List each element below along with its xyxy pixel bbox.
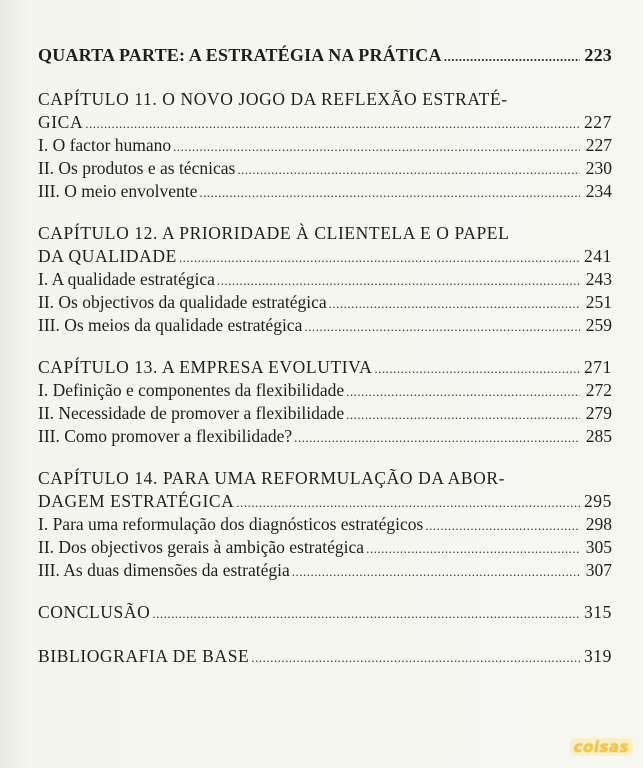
watermark-logo: coisas xyxy=(570,738,633,756)
section-entry: III. Como promover a flexibilidade? ..... 285 xyxy=(38,425,612,448)
toc-bibliography-entry: BIBLIOGRAFIA DE BASE ..... 319 xyxy=(38,645,612,668)
section-entry: II. Necessidade de promover a flexibilidade ..... 279 xyxy=(38,402,612,425)
chapter-block xyxy=(38,467,612,582)
chapter-block xyxy=(38,222,612,337)
dot-leader xyxy=(292,560,580,583)
section-entry: II. Os objectivos da qualidade estratégica ..... 251 xyxy=(38,291,612,314)
dot-leader xyxy=(346,403,580,426)
dot-leader xyxy=(179,246,580,269)
dot-leader xyxy=(329,292,580,315)
dot-leader xyxy=(251,646,580,669)
page-number: 279 xyxy=(585,403,612,423)
dot-leader xyxy=(294,426,580,449)
page-number: 295 xyxy=(583,491,612,511)
dot-leader xyxy=(237,158,580,181)
page-number: 234 xyxy=(585,181,612,201)
chapter-title: CAPÍTULO 13. A EMPRESA EVOLUTIVA ..... 271 xyxy=(38,356,612,379)
page-number: 227 xyxy=(583,112,612,132)
page-number: 298 xyxy=(585,514,612,534)
dot-leader xyxy=(374,357,580,380)
dot-leader xyxy=(217,269,580,292)
dot-leader xyxy=(304,315,580,338)
section-entry: I. Definição e componentes da flexibilidade ..... 272 xyxy=(38,379,612,402)
dot-leader xyxy=(152,602,580,625)
page-number: 271 xyxy=(583,357,612,377)
section-entry: II. Dos objectivos gerais à ambição estratégica ..... 305 xyxy=(38,536,612,559)
section-entry: III. Os meios da qualidade estratégica ..... 259 xyxy=(38,314,612,337)
table-of-contents xyxy=(38,44,612,668)
dot-leader xyxy=(173,135,580,158)
dot-leader xyxy=(346,380,580,403)
dot-leader xyxy=(366,537,580,560)
page-number: 243 xyxy=(585,269,612,289)
chapter-title-line-1: CAPÍTULO 12. A PRIORIDADE À CLIENTELA E O PAPEL xyxy=(38,223,510,243)
section-entry: III. O meio envolvente ..... 234 xyxy=(38,180,612,203)
section-entry: III. As duas dimensões da estratégia ..... 307 xyxy=(38,559,612,582)
page-number: 272 xyxy=(585,380,612,400)
chapter-title-line-2: DA QUALIDADE ..... 241 xyxy=(38,245,612,268)
section-entry: I. O factor humano ..... 227 xyxy=(38,134,612,157)
page-number: 315 xyxy=(583,602,612,622)
dot-leader xyxy=(199,181,580,204)
page-number: 307 xyxy=(585,560,612,580)
section-entry: II. Os produtos e as técnicas ..... 230 xyxy=(38,157,612,180)
toc-conclusion-entry: CONCLUSÃO ..... 315 xyxy=(38,601,612,624)
chapter-block xyxy=(38,88,612,203)
page-number: 305 xyxy=(585,537,612,557)
chapter-title-line-2: GICA ..... 227 xyxy=(38,111,612,134)
chapter-title-line-1: CAPÍTULO 14. PARA UMA REFORMULAÇÃO DA ABOR- xyxy=(38,468,506,488)
section-entry: I. Para uma reformulação dos diagnósticos estratégicos ..... 298 xyxy=(38,513,612,536)
dot-leader xyxy=(425,514,580,537)
page-number: 285 xyxy=(585,426,612,446)
page-number: 227 xyxy=(585,135,612,155)
dot-leader xyxy=(444,45,580,68)
page-number: 241 xyxy=(583,246,612,266)
dot-leader xyxy=(236,491,580,514)
page-number: 230 xyxy=(585,158,612,178)
part-title: QUARTA PARTE: A ESTRATÉGIA NA PRÁTICA xyxy=(38,45,442,65)
toc-part-entry xyxy=(38,44,612,67)
page-number: 319 xyxy=(583,646,612,666)
section-entry: I. A qualidade estratégica ..... 243 xyxy=(38,268,612,291)
chapter-title-line-1: CAPÍTULO 11. O NOVO JOGO DA REFLEXÃO ESTRATÉ- xyxy=(38,89,508,109)
chapter-block xyxy=(38,356,612,448)
page-number: 251 xyxy=(585,292,612,312)
page-number: 223 xyxy=(584,45,612,65)
dot-leader xyxy=(85,112,580,135)
chapter-title-line-2: DAGEM ESTRATÉGICA ..... 295 xyxy=(38,490,612,513)
page-number: 259 xyxy=(585,315,612,335)
